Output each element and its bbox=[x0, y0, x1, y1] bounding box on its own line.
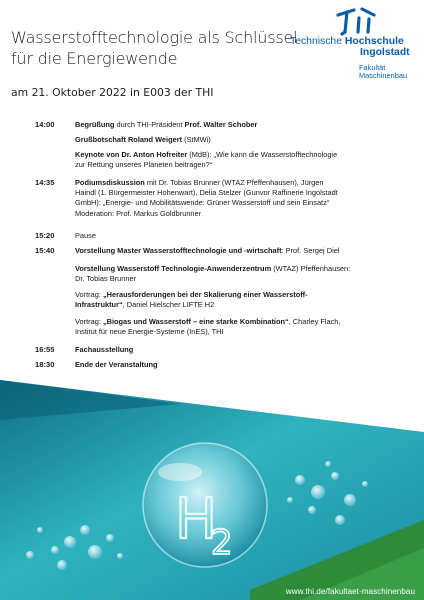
schedule-text-segment: Vortrag: bbox=[75, 290, 103, 299]
schedule-text-segment: mit Dr. Tobias Brunner (WTAZ Pfeffenhausen), Jürgen bbox=[144, 178, 324, 187]
schedule-entry-line bbox=[75, 317, 390, 327]
schedule-entry-line bbox=[75, 231, 390, 241]
schedule-entry bbox=[75, 120, 390, 130]
schedule-entry bbox=[75, 345, 390, 355]
footer-url[interactable]: www.thi.de/fakultaet-maschinenbau bbox=[285, 587, 415, 596]
schedule-entry-line bbox=[75, 264, 390, 274]
schedule-text-segment: Ende der Veranstaltung bbox=[75, 360, 158, 369]
schedule-entry-line bbox=[75, 360, 390, 370]
schedule-text-segment: Pause bbox=[75, 231, 96, 240]
schedule-entry bbox=[75, 290, 390, 310]
schedule-text-segment: , Daniel Hielscher LIFTE H2 bbox=[122, 300, 215, 310]
schedule-text-segment: : Prof. Sergej Diel bbox=[281, 246, 340, 255]
schedule-text-segment: (MdB): „Wie kann die Wasserstofftechnologie bbox=[187, 150, 338, 159]
schedule-entry-line bbox=[75, 246, 390, 256]
schedule-entry-line bbox=[75, 300, 390, 310]
schedule-entry bbox=[75, 231, 390, 241]
schedule-text-segment: (StMWi) bbox=[182, 135, 211, 144]
schedule-entry bbox=[75, 135, 390, 145]
schedule-time: 15:40 bbox=[35, 246, 55, 255]
schedule-text-segment: GmbH): „Energie- und Mobilitätswende: Grüner Wasserstoff und sein Einsatz“ bbox=[75, 198, 330, 208]
schedule-text-segment: „Biogas und Wasserstoff – eine starke Kombination“ bbox=[102, 317, 289, 326]
schedule-text-segment: zur Rettung unseres Planeten beitragen?“ bbox=[75, 160, 213, 170]
logo-text-line-2: Ingolstadt bbox=[360, 47, 410, 58]
schedule-entry-line bbox=[75, 150, 390, 160]
schedule-text-segment: Keynote von Dr. Anton Hofreiter bbox=[75, 150, 188, 159]
schedule-entry-line bbox=[75, 188, 390, 198]
schedule-text-segment: Vorstellung Wasserstoff Technologie-Anwenderzentrum bbox=[75, 264, 272, 273]
schedule-text-segment: Fachausstellung bbox=[75, 345, 134, 354]
schedule-entry bbox=[75, 178, 390, 219]
schedule-text-segment: „Herausforderungen bei der Skalierung einer Wasserstoff- bbox=[102, 290, 308, 299]
schedule-entry bbox=[75, 360, 390, 370]
schedule-entry-line bbox=[75, 120, 390, 130]
schedule-text-segment: Institut für neue Energie-Systeme (InES), THI bbox=[75, 327, 224, 337]
schedule-entry bbox=[75, 317, 390, 337]
schedule-entry-line bbox=[75, 160, 390, 170]
schedule-text-segment: (WTAZ) Pfeffenhausen: bbox=[271, 264, 351, 273]
schedule-entry bbox=[75, 264, 390, 284]
schedule-entry-line bbox=[75, 274, 390, 284]
schedule-entry-line bbox=[75, 135, 390, 145]
schedule-text-segment: durch THI-Präsident bbox=[114, 120, 185, 129]
logo-text-line-1: Technische Hochschule bbox=[290, 36, 404, 47]
schedule-text-segment: Begrüßung bbox=[75, 120, 115, 129]
title-line-2: für die Energiewende bbox=[11, 49, 178, 68]
schedule-text-segment: Moderation: Prof. Markus Goldbrunner bbox=[75, 208, 202, 218]
schedule-entry-line bbox=[75, 345, 390, 355]
schedule-text-segment: Prof. Walter Schober bbox=[184, 120, 258, 129]
schedule-entry-line bbox=[75, 209, 390, 219]
schedule-entry-line bbox=[75, 198, 390, 208]
thi-logo bbox=[288, 6, 418, 96]
schedule-time: 16:55 bbox=[35, 345, 55, 354]
schedule-time: 15:20 bbox=[35, 231, 55, 240]
schedule-text-segment: Dr. Tobias Brunner bbox=[75, 274, 137, 284]
bubble-symbol: H bbox=[175, 487, 218, 552]
schedule-text-segment: Podiumsdiskussion bbox=[75, 178, 145, 187]
schedule-entry-line bbox=[75, 178, 390, 188]
schedule-entry bbox=[75, 150, 390, 170]
thi-logo-mark-icon bbox=[334, 6, 378, 36]
schedule-entry-line bbox=[75, 290, 390, 300]
schedule-entry-line bbox=[75, 327, 390, 337]
schedule-text-segment: Infrastruktur“ bbox=[75, 300, 123, 310]
hydrogen-bubble-graphic bbox=[0, 380, 424, 600]
schedule-text-segment: Haindl (1. Bürgermeister Hohenwart), Delia Stelzer (Gunvor Raffinerie Ingolstadt bbox=[75, 188, 338, 198]
schedule-time: 18:30 bbox=[35, 360, 55, 369]
schedule-entry bbox=[75, 246, 390, 256]
schedule-text-segment: Grußbotschaft Roland Weigert bbox=[75, 135, 183, 144]
schedule-text-segment: Vorstellung Master Wasserstofftechnologie und -wirtschaft bbox=[75, 246, 282, 255]
schedule-time: 14:00 bbox=[35, 120, 55, 129]
event-date: am 21. Oktober 2022 in E003 der THI bbox=[11, 86, 214, 99]
schedule-text-segment: Vortrag: bbox=[75, 317, 103, 326]
title-line-1: Wasserstofftechnologie als Schlüssel bbox=[11, 28, 298, 47]
schedule-text-segment: , Charley Flach, bbox=[288, 317, 341, 326]
bubble-subscript: 2 bbox=[211, 523, 233, 563]
logo-faculty: Fakultät Maschinenbau bbox=[359, 63, 408, 80]
schedule-time: 14:35 bbox=[35, 178, 55, 187]
page-title bbox=[11, 27, 298, 69]
